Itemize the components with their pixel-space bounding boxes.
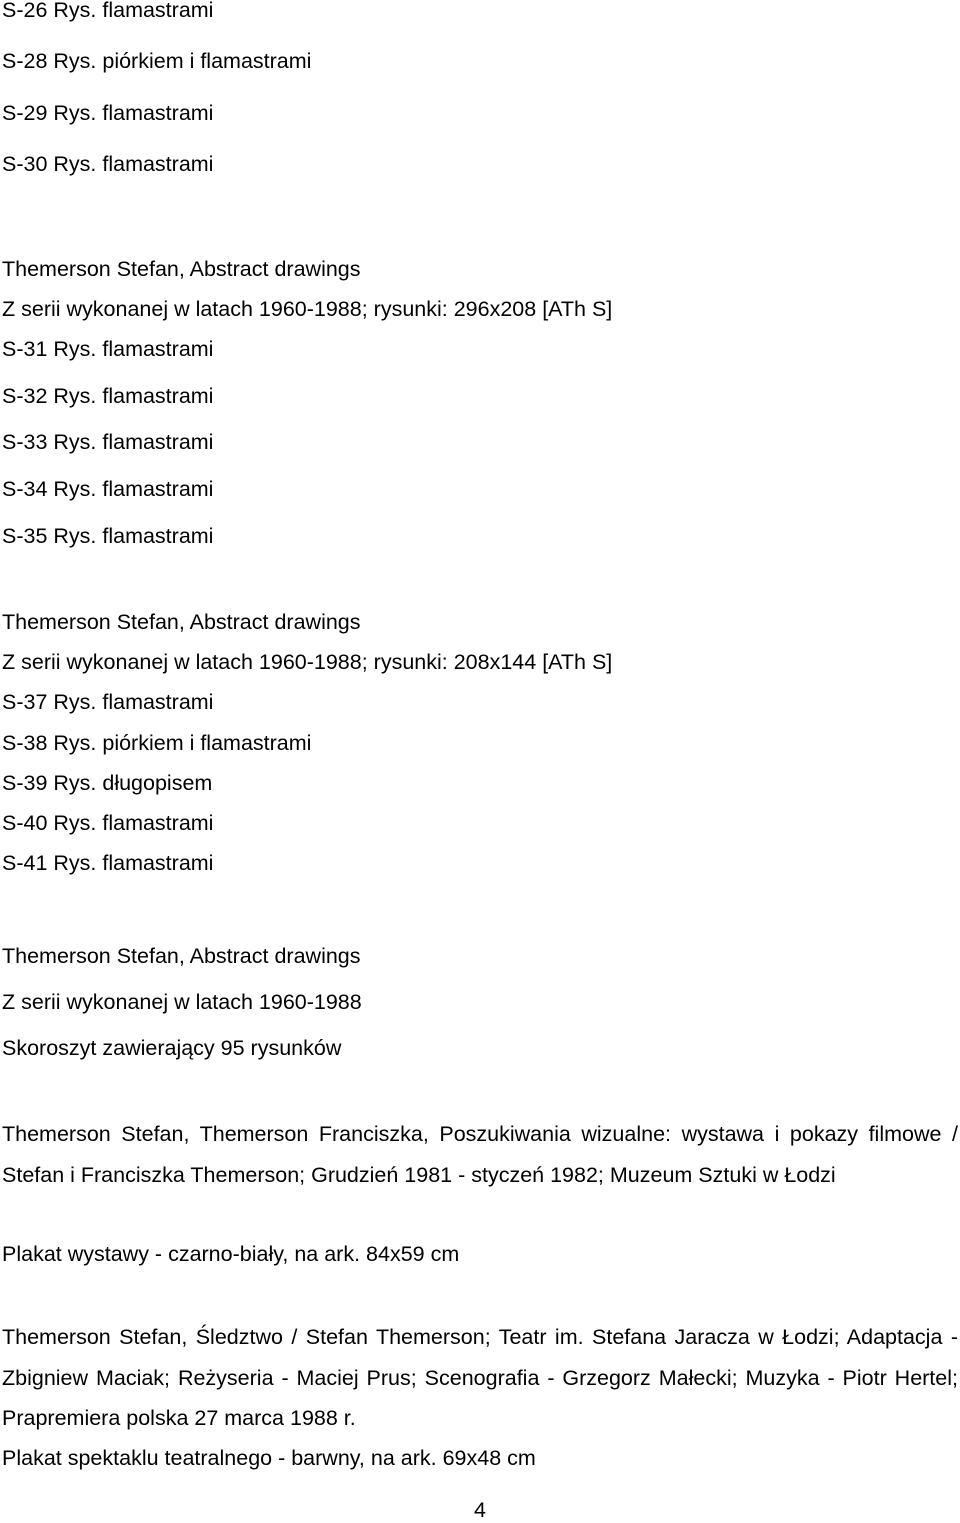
list-item: S-38 Rys. piórkiem i flamastrami: [2, 731, 312, 755]
list-item: S-29 Rys. flamastrami: [2, 101, 214, 125]
catalog-entry: Themerson Stefan, Themerson Franciszka, Poszukiwania wizualne: wystawa i pokazy filmowe / Stefan i Franciszka Themerson; Grudzień 1981 - styczeń 1982; Muzeum Sztuki w Łodzi: [2, 1122, 958, 1187]
series-description: Z serii wykonanej w latach 1960-1988: [2, 990, 362, 1014]
series-description: Z serii wykonanej w latach 1960-1988; rysunki: 208x144 [ATh S]: [2, 650, 613, 674]
list-item: S-41 Rys. flamastrami: [2, 851, 214, 875]
entry-title: Themerson Stefan, Abstract drawings: [2, 257, 361, 281]
list-item: S-32 Rys. flamastrami: [2, 384, 214, 408]
list-item: S-35 Rys. flamastrami: [2, 524, 214, 548]
list-item: S-37 Rys. flamastrami: [2, 690, 214, 714]
list-item: S-39 Rys. długopisem: [2, 771, 213, 795]
list-item: S-31 Rys. flamastrami: [2, 337, 214, 361]
list-item: S-28 Rys. piórkiem i flamastrami: [2, 49, 312, 73]
list-item: S-30 Rys. flamastrami: [2, 152, 214, 176]
list-item: S-33 Rys. flamastrami: [2, 430, 214, 454]
entry-note: Plakat spektaklu teatralnego - barwny, na ark. 69x48 cm: [2, 1446, 536, 1470]
list-item: S-26 Rys. flamastrami: [2, 0, 214, 22]
list-item: S-40 Rys. flamastrami: [2, 811, 214, 835]
catalog-entry: Themerson Stefan, Śledztwo / Stefan Themerson; Teatr im. Stefana Jaracza w Łodzi; Adaptacja - Zbigniew Maciak; Reżyseria - Maciej Prus; Scenografia - Grzegorz Małecki; Muzyka - Piotr Hertel; Prapremiera polska 27 marca 1988 r.: [2, 1325, 958, 1430]
entry-title: Themerson Stefan, Abstract drawings: [2, 610, 361, 634]
page-number: 4: [474, 1498, 486, 1522]
list-item: S-34 Rys. flamastrami: [2, 477, 214, 501]
entry-note: Skoroszyt zawierający 95 rysunków: [2, 1036, 342, 1060]
entry-title: Themerson Stefan, Abstract drawings: [2, 944, 361, 968]
series-description: Z serii wykonanej w latach 1960-1988; rysunki: 296x208 [ATh S]: [2, 297, 613, 321]
entry-note: Plakat wystawy - czarno-biały, na ark. 84x59 cm: [2, 1242, 460, 1266]
